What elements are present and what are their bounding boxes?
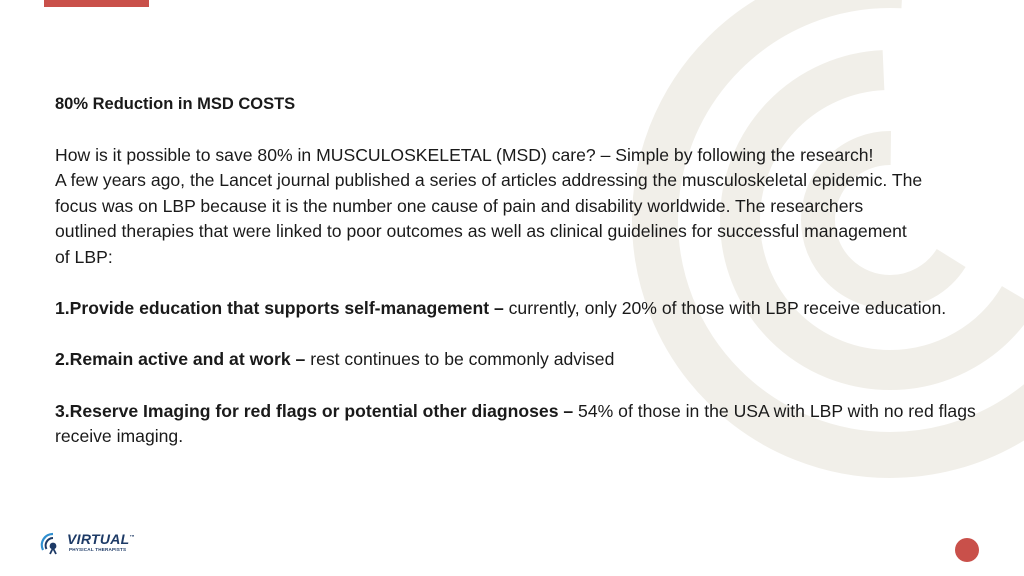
list-item-3-title: 3.Reserve Imaging for red flags or potential other diagnoses – xyxy=(55,400,574,421)
list-item-3-text: 54% of those in the USA with LBP with no red flags receive imaging. xyxy=(55,400,976,447)
red-dot-decoration xyxy=(955,538,979,562)
slide-heading: 80% Reduction in MSD COSTS xyxy=(55,95,296,113)
top-accent-bar xyxy=(44,0,149,7)
list-item-3 xyxy=(55,399,985,450)
list-item-2-title: 2.Remain active and at work – xyxy=(55,349,306,370)
logo-wordmark: VIRTUAL™ xyxy=(67,531,135,547)
logo-signal-icon xyxy=(39,530,67,558)
list-item-1 xyxy=(55,296,985,322)
list-item-1-title: 1.Provide education that supports self-management – xyxy=(55,298,504,319)
logo-subtitle: PHYSICAL THERAPISTS xyxy=(69,547,127,552)
company-logo xyxy=(39,529,139,559)
list-item-1-text: currently, only 20% of those with LBP receive education. xyxy=(503,298,947,319)
list-item-2 xyxy=(55,347,985,373)
intro-line-1: How is it possible to save 80% in MUSCULOSKELETAL (MSD) care? – Simple by following the research! xyxy=(55,144,874,165)
slide-content xyxy=(55,92,985,450)
list-item-2-text: rest continues to be commonly advised xyxy=(305,349,615,370)
intro-paragraph: A few years ago, the Lancet journal published a series of articles addressing the musculoskeletal epidemic. The focus was on LBP because it is the number one cause of pain and disability worldwide. The researchers outlined therapies that were linked to poor outcomes as well as clinical guidelines for successful management of LBP: xyxy=(55,170,923,267)
